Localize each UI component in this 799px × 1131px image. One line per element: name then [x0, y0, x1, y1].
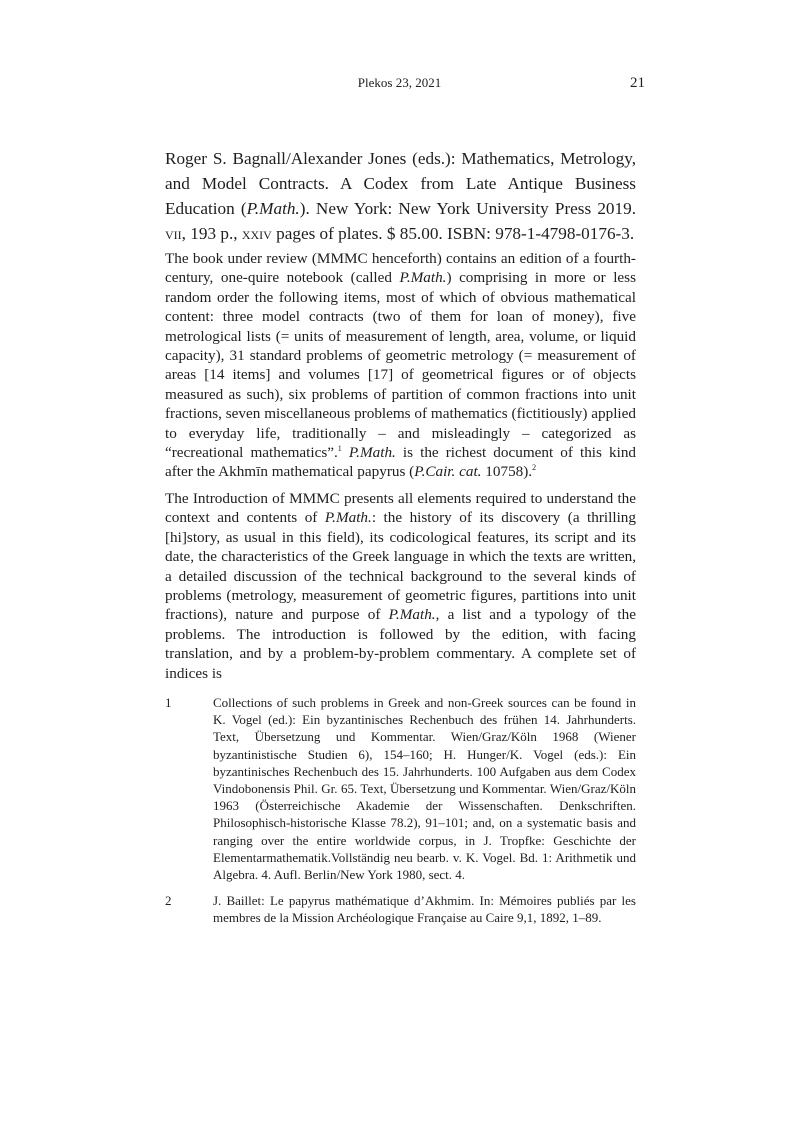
- text-run: 10758).: [481, 463, 533, 481]
- italic-run: P.Math.: [388, 606, 436, 624]
- paragraph: [165, 249, 636, 482]
- biblio-authors-title: Roger S. Bagnall/Alexander Jones (eds.): Mathematics, Metrology, and Model Contracts. A Codex from Late Antique Business Education (: [165, 149, 636, 218]
- footnote-ref-1[interactable]: 1: [337, 444, 342, 454]
- biblio-roman-pages: vii: [165, 224, 182, 243]
- footnote-2: [165, 892, 636, 926]
- text-run: : the history of its discovery (a thrilling [hi]story, as usual in this field), its codicological features, its script and its date, the characteristics of the Greek language in which the texts are written, a detailed discussion of the technical background to the several kinds of problems (metrology, measurement of geometric figures, partitions into unit fractions), nature and purpose of: [165, 509, 636, 624]
- bibliographic-entry: [165, 146, 636, 246]
- text-run: is the richest document of this kind after the Akhmīn mathematical papyrus (: [165, 444, 637, 481]
- footnote-ref-2[interactable]: 2: [532, 463, 537, 473]
- biblio-title-italic: P.Math.: [246, 199, 300, 218]
- page-number: 21: [630, 75, 645, 91]
- text-run: ) comprising in more or less random order the following items, most of which of obvious mathematical content: three model contracts (two of them for loan of money), five metrological lists (= units of measurement of length, area, volume, or liquid capacity), 31 standard problems of geometric metrology (= measurement of areas [14 items] and volumes [17] of geometrical figures or of objects measured as such), six problems of partition of common fractions into unit fractions, seven miscellaneous problems of mathematics (fictitiously) applied to everyday life, traditionally – and misleadingly – categorized as “recreational mathematics”.: [165, 269, 636, 462]
- journal-title: Plekos 23, 2021: [357, 75, 442, 90]
- text-run: The Introduction of MMMC presents all elements required to understand the context and contents of: [165, 489, 636, 527]
- paragraph: [165, 489, 636, 683]
- biblio-pages: , 193 p.,: [181, 224, 242, 243]
- biblio-publisher: ). New York: New York University Press 2019.: [299, 199, 637, 218]
- text-run: , a list and a typology of the problems. The introduction is followed by the edition, with facing translation, and by a problem-by-problem commentary. A complete set of indices is: [165, 606, 636, 682]
- running-head: [0, 75, 799, 95]
- italic-run: P.Cair. cat.: [414, 463, 482, 481]
- footnote-number: 2: [165, 893, 172, 909]
- footnote-text: J. Baillet: Le papyrus mathématique d’Akhmim. In: Mémoires publiés par les membres de la Mission Archéologique Française au Caire 9,1, 1892, 1–89.: [213, 893, 636, 926]
- review-body: [165, 249, 636, 683]
- italic-run: P.Math.: [348, 444, 396, 462]
- italic-run: P.Math.: [324, 509, 372, 527]
- biblio-plates-price-isbn: pages of plates. $ 85.00. ISBN: 978-1-4798-0176-3.: [271, 224, 635, 243]
- footnotes: [165, 694, 636, 936]
- footnote-number: 1: [165, 695, 172, 710]
- italic-run: P.Math.: [399, 269, 447, 287]
- biblio-roman-plates: xxiv: [241, 224, 272, 243]
- footnote-1: [165, 694, 636, 883]
- text-run: The book under review (MMMC henceforth) contains an edition of a fourth-century, one-quire notebook (called: [165, 250, 636, 287]
- footnote-text: Collections of such problems in Greek and non-Greek sources can be found in K. Vogel (ed.): Ein byzantinisches Rechenbuch des frühen 14. Jahrhunderts. Text, Übersetzung und Kommentar. Wien/Graz/Köln 1968 (Wiener byzantinistische Studien 6), 154–160; H. Hunger/K. Vogel (eds.): Ein byzantinisches Rechenbuch des 15. Jahrhunderts. 100 Aufgaben aus dem Codex Vindobonensis Phil. Gr. 65. Text, Übersetzung und Kommentar. Wien/Graz/Köln 1963 (Österreichische Akademie der Wissenschaften. Denkschriften. Philosophisch-historische Klasse 78.2), 91–101; and, on a systematic basis and ranging over the entire worldwide corpus, in J. Tropfke: Geschichte der Elementarmathematik.Vollständig neu bearb. v. K. Vogel. Bd. 1: Arithmetik und Algebra. 4. Aufl. Berlin/New York 1980, sect. 4.: [213, 695, 636, 883]
